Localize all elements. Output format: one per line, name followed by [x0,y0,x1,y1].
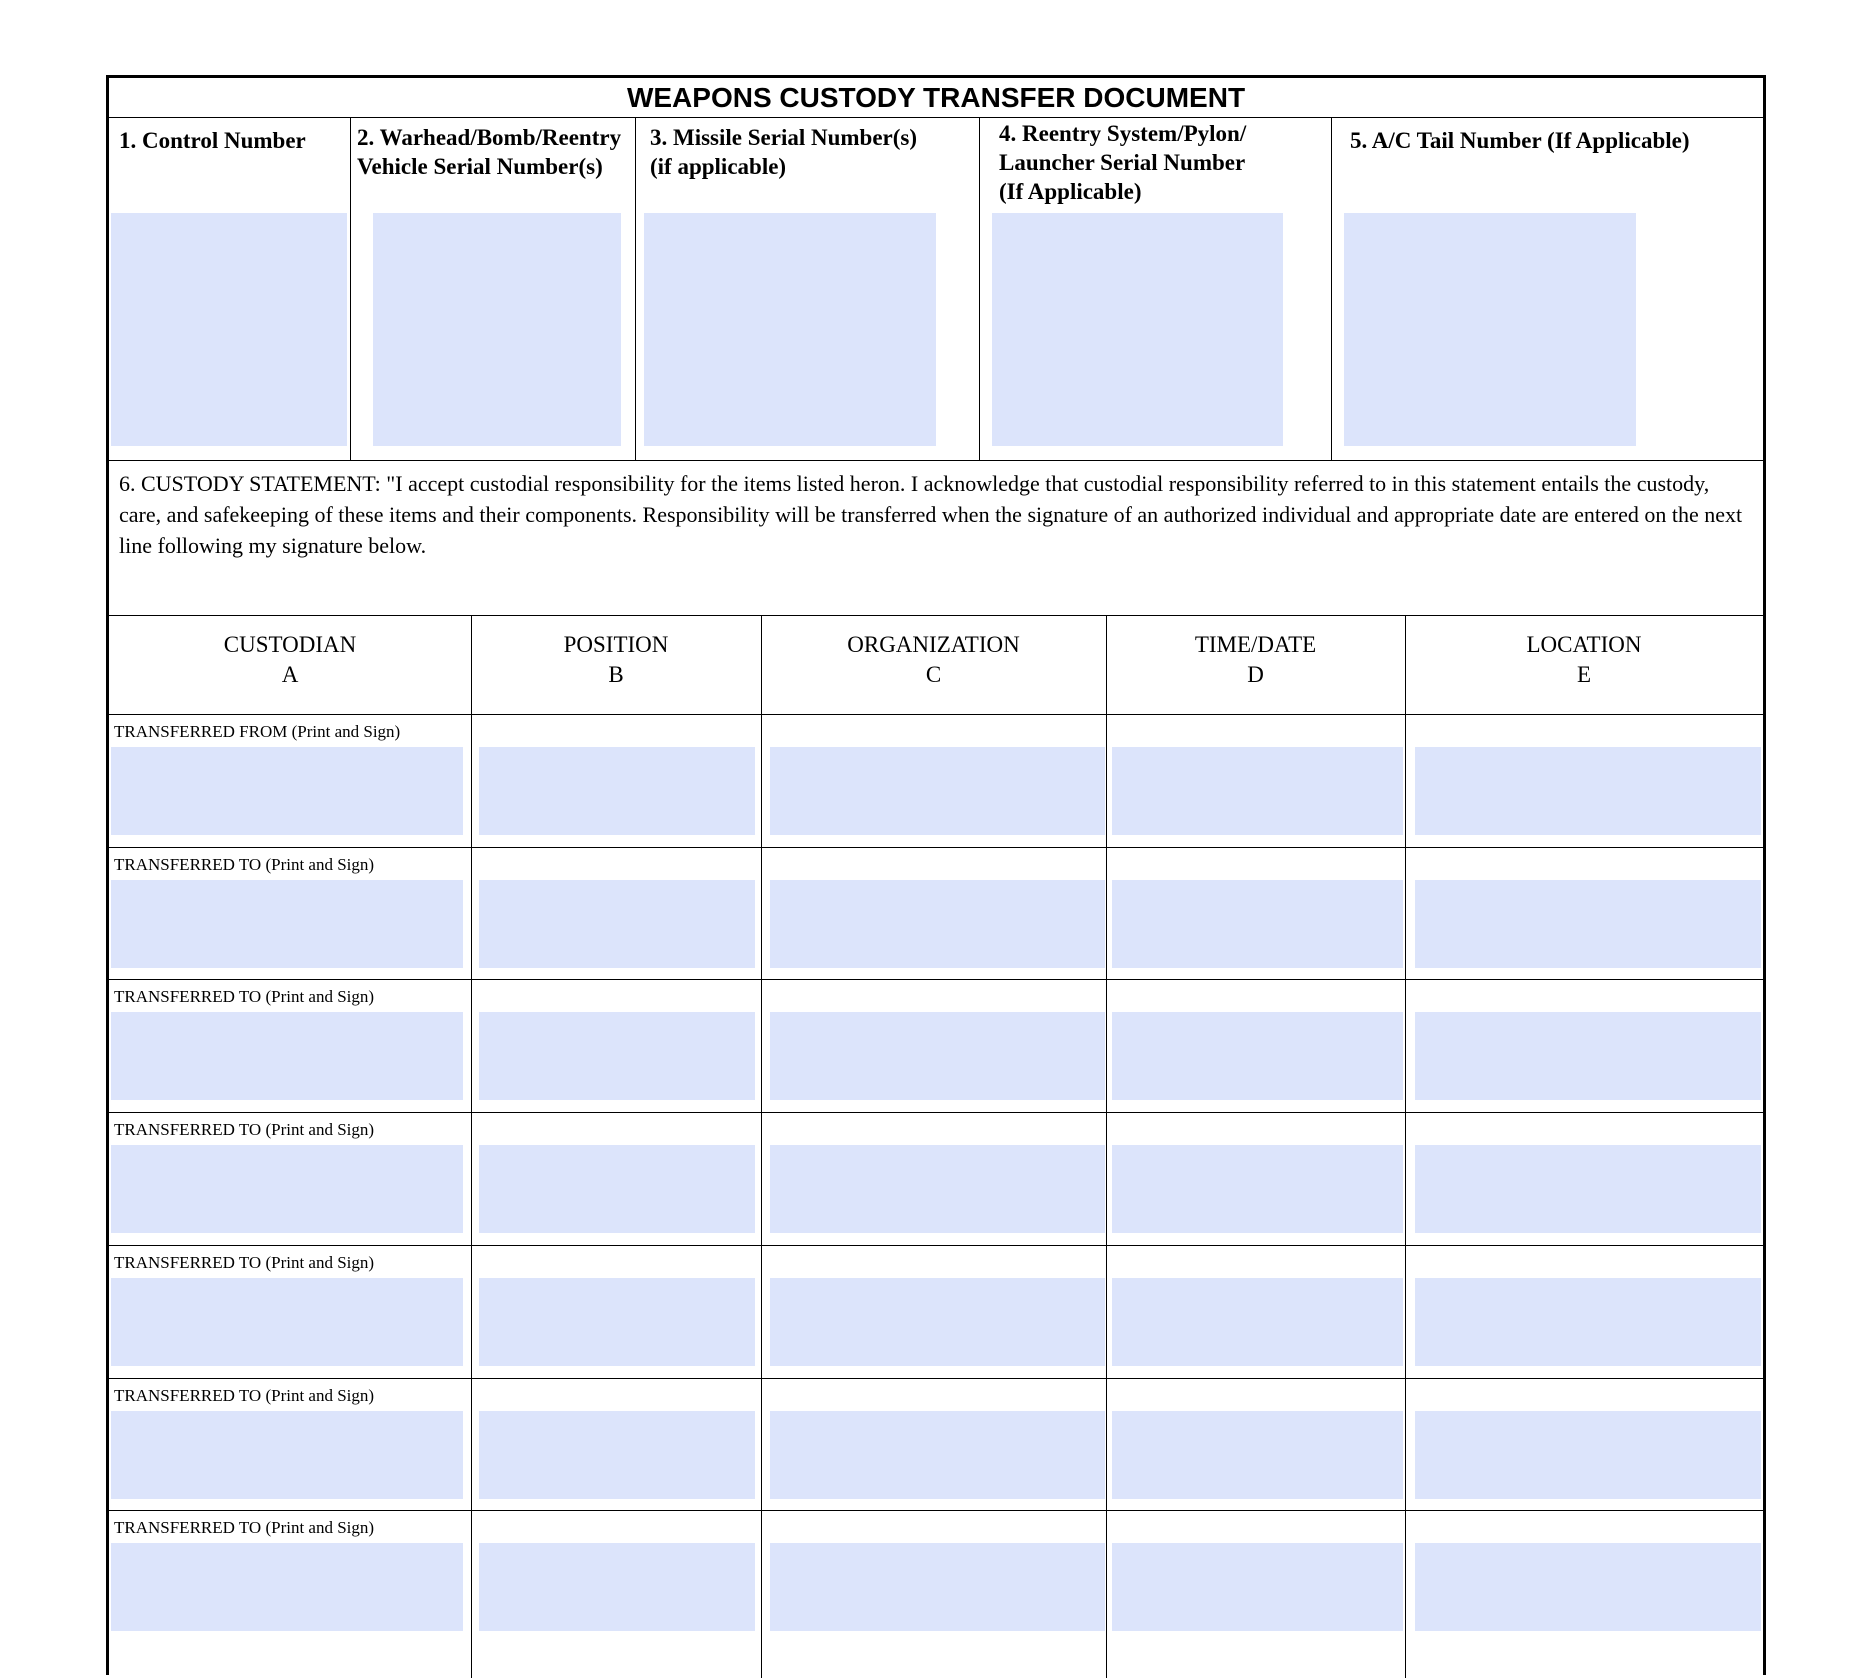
column-header-time-date: TIME/DATE D [1194,632,1317,687]
time-date-field[interactable] [1112,1411,1403,1499]
custodian-field[interactable] [111,1145,463,1233]
time-date-field[interactable] [1112,1543,1403,1631]
warhead-serial-header: 2. Warhead/Bomb/Reentry Vehicle Serial Number(s) [357,125,622,179]
custodian-field[interactable] [111,1543,463,1631]
organization-field[interactable] [770,880,1105,968]
section-divider [109,460,1763,461]
row-divider [109,1112,1763,1113]
form-title: WEAPONS CUSTODY TRANSFER DOCUMENT [626,82,1246,113]
row-divider [109,979,1763,980]
row-divider [109,1510,1763,1511]
organization-field[interactable] [770,1278,1105,1366]
section-divider-3 [979,117,980,460]
position-field[interactable] [479,880,755,968]
location-field[interactable] [1415,1411,1761,1499]
custodian-field[interactable] [111,880,463,968]
warhead-serial-field[interactable] [373,213,621,446]
column-header-divider [109,714,1763,715]
table-column-divider-1 [471,615,472,1678]
column-header-position: POSITION B [563,632,669,687]
custodian-field[interactable] [111,1411,463,1499]
row-label: TRANSFERRED TO (Print and Sign) [114,987,375,1007]
location-field[interactable] [1415,1543,1761,1631]
section-divider-1 [350,117,351,460]
reentry-system-serial-field[interactable] [992,213,1283,446]
location-field[interactable] [1415,1145,1761,1233]
reentry-system-header: 4. Reentry System/Pylon/ Launcher Serial Number (If Applicable) [999,121,1247,204]
row-label: TRANSFERRED TO (Print and Sign) [114,854,375,874]
header-divider [109,117,1763,118]
tail-number-field[interactable] [1344,213,1636,446]
custody-statement: 6. CUSTODY STATEMENT: "I accept custodial responsibility for the items listed heron. I acknowledge that custodial responsibility referred to in this statement entails the custody, care, and safekeeping of these items and their components. Responsibility will be transferred when the signature of an authorized individual and appropriate date are entered on the next line following my signature below. [119,471,1743,558]
position-field[interactable] [479,1411,755,1499]
row-label: TRANSFERRED TO (Print and Sign) [114,1120,375,1140]
time-date-field[interactable] [1112,1278,1403,1366]
row-label: TRANSFERRED FROM (Print and Sign) [114,722,401,741]
time-date-field[interactable] [1112,1145,1403,1233]
table-column-divider-2 [761,615,762,1678]
custodian-field[interactable] [111,1278,463,1366]
organization-field[interactable] [770,1543,1105,1631]
missile-serial-field[interactable] [644,213,936,446]
column-header-organization: ORGANIZATION C [847,632,1020,687]
location-field[interactable] [1415,747,1761,835]
section-divider-4 [1331,117,1332,460]
position-field[interactable] [479,1278,755,1366]
location-field[interactable] [1415,880,1761,968]
location-field[interactable] [1415,1012,1761,1100]
organization-field[interactable] [770,747,1105,835]
control-number-header: 1. Control Number [119,128,306,153]
position-field[interactable] [479,1145,755,1233]
time-date-field[interactable] [1112,1012,1403,1100]
table-column-divider-3 [1106,615,1107,1678]
missile-serial-header: 3. Missile Serial Number(s) (if applicable) [650,125,918,179]
custodian-field[interactable] [111,1012,463,1100]
tail-number-header: 5. A/C Tail Number (If Applicable) [1350,128,1690,153]
column-header-location: LOCATION E [1526,632,1642,687]
table-column-divider-4 [1405,615,1406,1678]
organization-field[interactable] [770,1411,1105,1499]
organization-field[interactable] [770,1145,1105,1233]
row-label: TRANSFERRED TO (Print and Sign) [114,1252,375,1272]
column-header-custodian: CUSTODIAN A [223,632,357,687]
control-number-field[interactable] [111,213,347,446]
row-divider [109,1378,1763,1379]
row-label: TRANSFERRED TO (Print and Sign) [114,1518,375,1538]
position-field[interactable] [479,747,755,835]
organization-field[interactable] [770,1012,1105,1100]
row-divider [109,1245,1763,1246]
position-field[interactable] [479,1012,755,1100]
time-date-field[interactable] [1112,880,1403,968]
custody-transfer-form [106,75,1766,1675]
table-top-divider [109,615,1763,616]
section-divider-2 [635,117,636,460]
position-field[interactable] [479,1543,755,1631]
custodian-field[interactable] [111,747,463,835]
time-date-field[interactable] [1112,747,1403,835]
location-field[interactable] [1415,1278,1761,1366]
row-label: TRANSFERRED TO (Print and Sign) [114,1385,375,1405]
row-divider [109,847,1763,848]
